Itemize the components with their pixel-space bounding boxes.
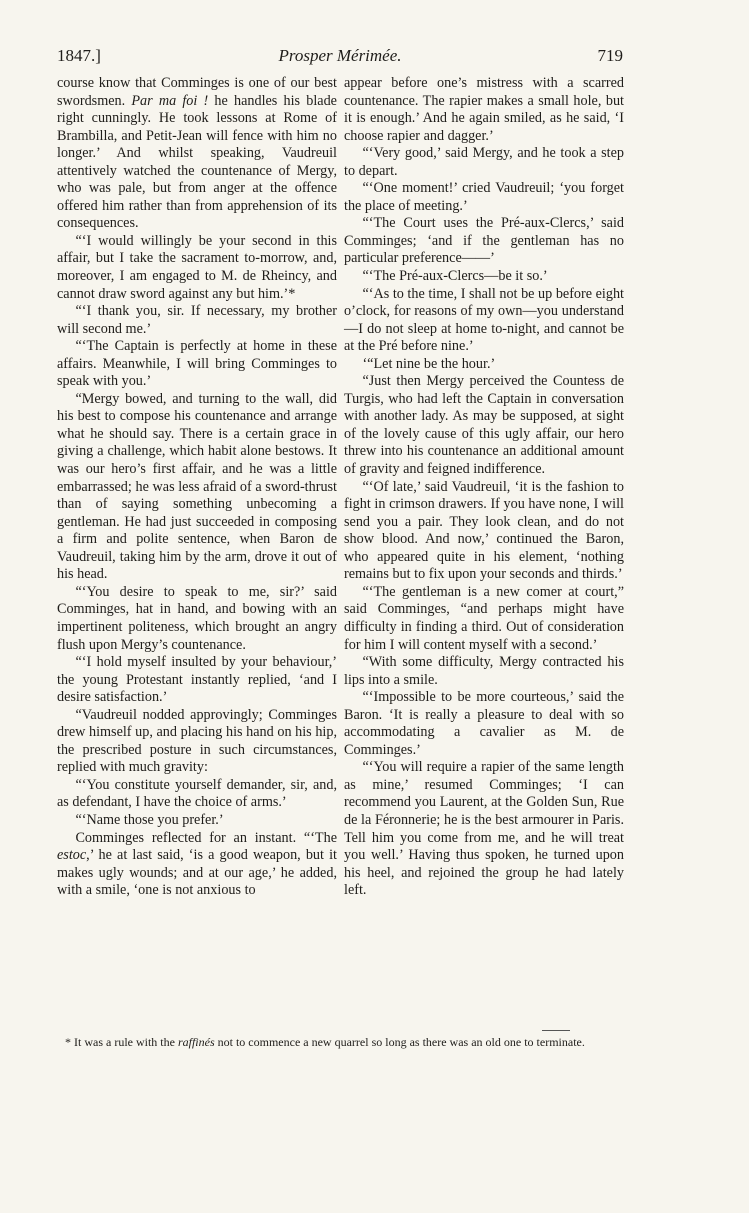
paragraph: “‘The Captain is perfectly at home in these affairs. Meanwhile, I will bring Comminges to speak with you.’ [57,338,337,390]
paragraph: “‘As to the time, I shall not be up before eight o’clock, for reasons of my own—you understand—I do not sleep at home to-night, and cannot be at the Pré before nine.’ [344,285,624,355]
paragraph: “‘Of late,’ said Vaudreuil, ‘it is the fashion to fight in crimson drawers. If you have none, I will send you a pair. They look clean, and do not show blood. And now,’ continued the Baron, who appeared quite in his element, ‘nothing remains but to fix upon your seconds and thirds.’ [344,478,624,583]
paragraph: “‘One moment!’ cried Vaudreuil; ‘you forget the place of meeting.’ [344,180,624,214]
paragraph: “‘You constitute yourself demander, sir, and, as defendant, I have the choice of arms.’ [57,776,337,811]
paragraph: appear before one’s mistress with a scarred countenance. The rapier makes a small hole, but it is enough.’ And he again smiled, as he said, ‘I choose rapier and dagger.’ [344,75,624,144]
volume-year: 1847.] [57,46,101,65]
paragraph: “‘The gentleman is a new comer at court,” said Comminges, “and perhaps might have difficulty in finding a third. Out of consideration for him I will content myself with a second.’ [344,583,624,653]
paragraph: “‘You desire to speak to me, sir?’ said Comminges, hat in hand, and bowing with an impertinent politeness, which brought an angry flush upon Mergy’s countenance. [57,583,337,653]
paragraph: “‘I thank you, sir. If necessary, my brother will second me.’ [57,303,337,337]
footnote-rule [542,1030,570,1031]
paragraph: “‘Name those you prefer.’ [75,811,224,828]
footnote [57,1034,624,1050]
running-title: Prosper Mérimée. [278,46,402,65]
paragraph: “‘I hold myself insulted by your behaviour,’ the young Protestant instantly replied, ‘and I desire satisfaction.’ [57,654,337,706]
paragraph: “‘You will require a rapier of the same length as mine,’ resumed Comminges; ‘I can recommend you Laurent, at the Golden Sun, Rue de la Féronnerie; he is the best armourer in Paris. Tell him you come from me, and he will treat you well.’ Having thus spoken, he turned upon his heel, and rejoined the group he had lately left. [344,759,624,899]
paragraph: course know that Comminges is one of our best swordsmen. Par ma foi ! he handles his blade right cunningly. He took lessons at Rome of Brambilla, and Petit-Jean will fence with him no longer.’ And whilst speaking, Vaudreuil attentively watched the countenance of Mergy, who was pale, but from anger at the offence offered him rather than from apprehension of its consequences. [57,75,337,232]
paragraph: “Just then Mergy perceived the Countess de Turgis, who had left the Captain in conversation with another lady. As may be supposed, at sight of the lovely cause of this ugly affair, our hero threw into his countenance an additional amount of gravity and feigned indifference. [344,373,624,478]
paragraph: “‘I would willingly be your second in this affair, but I take the sacrament to-morrow, and, moreover, I am engaged to M. de Rheincy, and cannot draw sword against any but him.’* [57,232,337,302]
running-head [57,46,623,70]
paragraph: “‘Impossible to be more courteous,’ said the Baron. ‘It is really a pleasure to deal with so accommodating a cavalier as M. de Comminges.’ [344,689,624,758]
paragraph: Comminges reflected for an instant. “‘The estoc,’ he at last said, ‘is a good weapon, but it makes ugly wounds; and at our age,’ he added, with a smile, ‘one is not anxious to [57,829,337,899]
paragraph: “‘The Court uses the Pré-aux-Clercs,’ said Comminges; ‘and if the gentleman has no particular preference——’ [344,215,624,267]
left-column [57,75,337,900]
paragraph: “‘Very good,’ said Mergy, and he took a step to depart. [344,145,624,179]
paragraph: “With some difficulty, Mergy contracted his lips into a smile. [344,654,624,688]
right-column [344,75,624,900]
paragraph: “Vaudreuil nodded approvingly; Comminges drew himself up, and placing his hand on his hip, the prescribed posture in such circumstances, replied with much gravity: [57,706,337,776]
footnote-text: * It was a rule with the raffinés not to commence a new quarrel so long as there was an old one to terminate. [65,1035,585,1049]
paragraph: “Mergy bowed, and turning to the wall, did his best to compose his countenance and arrange what he should say. There is a certain grace in giving a challenge, which habit alone bestows. It was our hero’s first affair, and he was a little embarrassed; he was less afraid of a sword-thrust than of saying something unbecoming a gentleman. He had just succeeded in composing a firm and polite sentence, when Baron de Vaudreuil, taking him by the arm, drove it out of his head. [57,390,337,583]
paragraph: “‘The Pré-aux-Clercs—be it so.’ [362,268,548,285]
paragraph: ‘“Let nine be the hour.’ [362,355,496,372]
page-number: 719 [597,46,623,65]
